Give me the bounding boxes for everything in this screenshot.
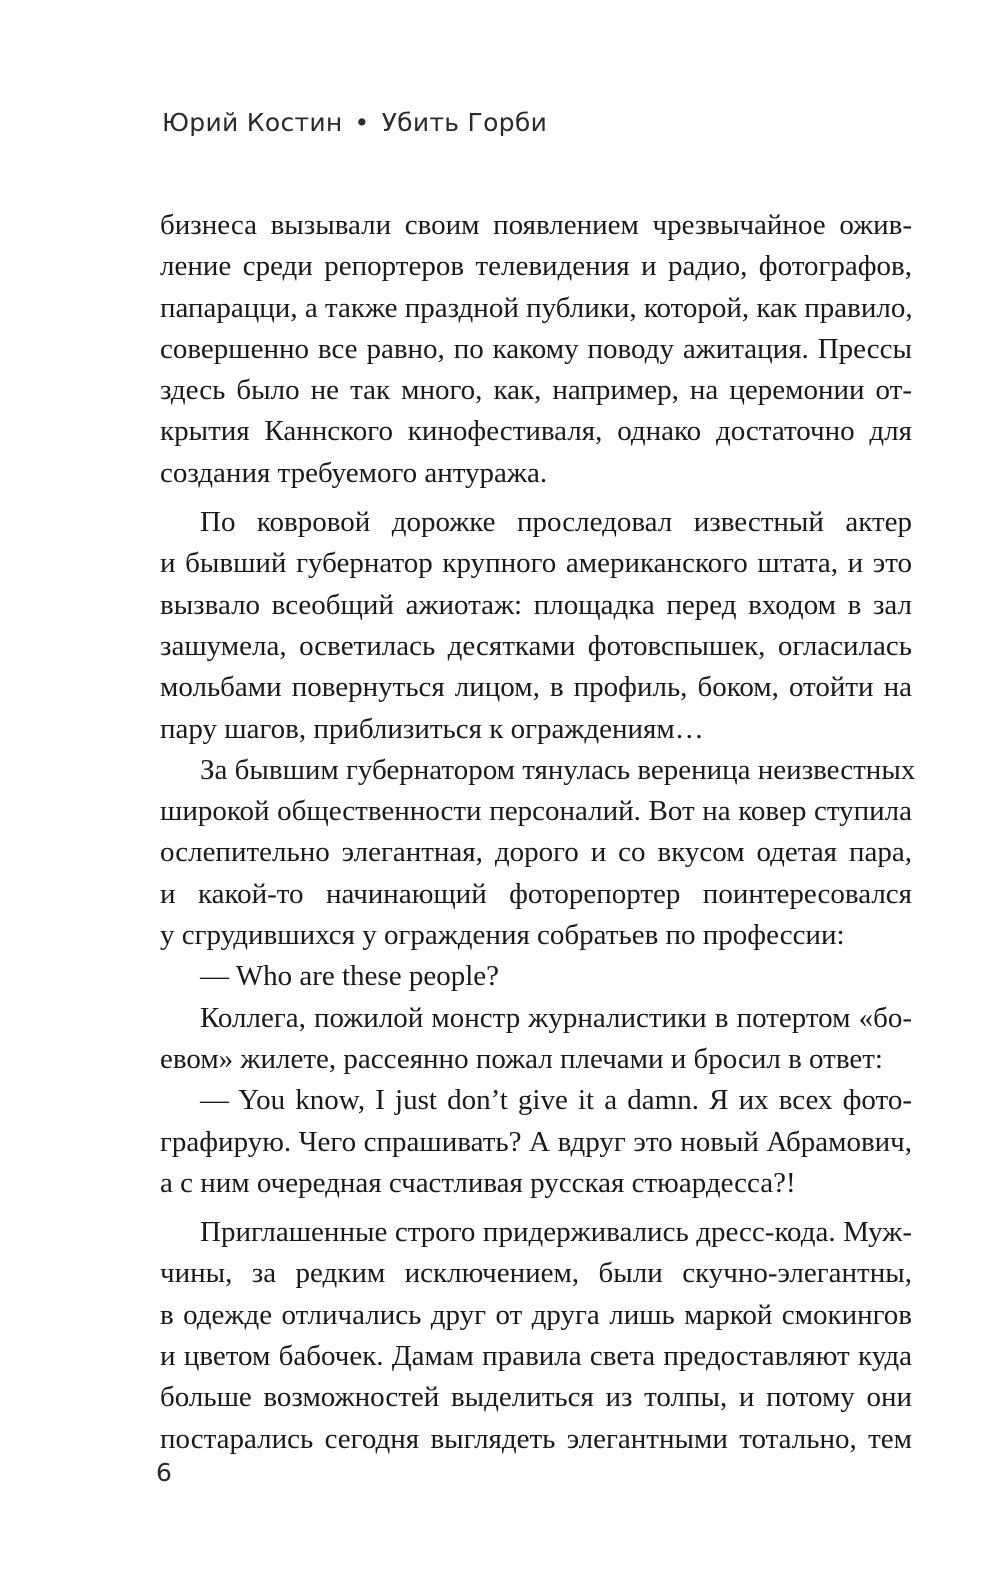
text-line: совершенно все равно, по какому поводу ажитация. Прессы — [160, 332, 912, 365]
text-line: — Who are these people? — [200, 960, 500, 993]
text-line: По ковровой дорожке проследовал известный актер — [200, 506, 912, 539]
text-line: и бывший губернатор крупного американского штата, и это — [160, 547, 912, 580]
text-line: — You know, I just don’t give it a damn. Я их всех фото- — [200, 1084, 912, 1117]
text-line: ослепительно элегантная, дорого и со вкусом одетая пара, — [160, 836, 912, 869]
text-line: здесь было не так много, как, например, на церемонии от- — [160, 374, 912, 407]
text-line: Коллега, пожилой монстр журналистики в потертом «бо- — [200, 1001, 912, 1034]
text-line: а с ним очередная счастливая русская стюардесса?! — [160, 1166, 796, 1199]
header-separator: • — [354, 108, 370, 137]
text-line: мольбами повернуться лицом, в профиль, боком, отойти на — [160, 671, 912, 704]
running-head — [162, 108, 547, 137]
text-line: пару шагов, приблизиться к ограждениям… — [160, 712, 704, 745]
text-line: чины, за редким исключением, были скучно-элегантны, — [160, 1257, 912, 1290]
text-line: Приглашенные строго придерживались дресс-кода. Муж- — [200, 1216, 912, 1249]
text-line: крытия Каннского кинофестиваля, однако достаточно для — [160, 415, 912, 448]
text-line: больше возможностей выделиться из толпы, и потому они — [160, 1381, 912, 1414]
text-line: создания требуемого антуража. — [160, 456, 548, 489]
text-line: широкой общественности персоналий. Вот на ковер ступила — [160, 795, 912, 828]
header-title: Убить Горби — [381, 108, 548, 137]
text-line: папарацци, а также праздной публики, которой, как правило, — [160, 291, 913, 324]
text-line: ление среди репортеров телевидения и радио, фотографов, — [160, 250, 912, 283]
text-line: графирую. Чего спрашивать? А вдруг это новый Абрамович, — [160, 1125, 912, 1158]
text-line: вызвало всеобщий ажиотаж: площадка перед входом в зал — [160, 588, 912, 621]
text-line: постарались сегодня выглядеть элегантными тотально, тем — [160, 1422, 912, 1455]
text-line: у сгрудившихся у ограждения собратьев по профессии: — [160, 919, 845, 952]
text-line: зашумела, осветилась десятками фотовспышек, огласилась — [160, 629, 912, 662]
text-line: и какой-то начинающий фоторепортер поинтересовался — [160, 877, 912, 910]
header-author: Юрий Костин — [162, 108, 343, 137]
text-line: и цветом бабочек. Дамам правила света предоставляют куда — [160, 1340, 912, 1373]
text-line: евом» жилете, рассеянно пожал плечами и бросил в ответ: — [160, 1042, 883, 1075]
text-line: За бывшим губернатором тянулась вереница неизвестных — [200, 753, 916, 786]
body-text — [160, 205, 916, 1460]
text-line: в одежде отличались друг от друга лишь маркой смокингов — [160, 1298, 912, 1331]
text-line: бизнеса вызывали своим появлением чрезвычайное ожив- — [160, 209, 912, 241]
page-number: 6 — [156, 1458, 172, 1487]
